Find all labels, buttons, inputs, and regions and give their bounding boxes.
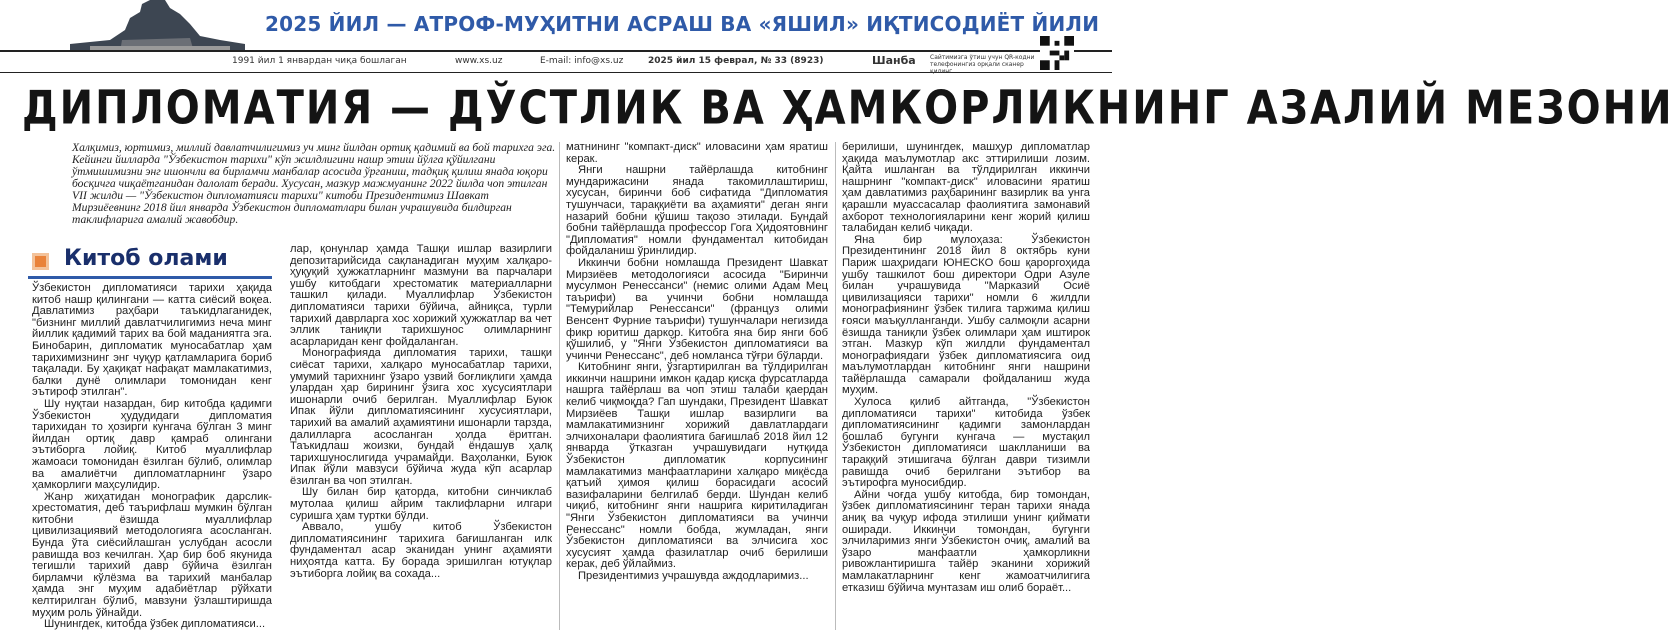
column-divider: [835, 142, 836, 630]
qr-note: Сайтимизга ўтиш учун QR-кодни телефонингиз орқали сканер қилинг: [930, 54, 1035, 75]
paragraph: Янги нашрни тайёрлашда китобнинг мундарижасини янада такомиллаштириш, хусусан, биринчи боб сифатида "Дипломатия тушунчаси, тараққиёти ва аҳамияти" деган янги назарий бобни қўшиш тақозо этилади. Бундай бобни тайёрлашда профессор Гога Ҳидоятовнинг "Дипломатия" номли фундаментал китобидан фойдаланиш ўринлидир.: [566, 164, 828, 258]
paragraph: матнининг "компакт-диск" иловасини ҳам яратиш керак.: [566, 141, 828, 165]
masthead: [0, 0, 1112, 50]
weekday: Шанба: [872, 54, 916, 67]
email-link[interactable]: E-mail: info@xs.uz: [540, 56, 624, 66]
paragraph: Китобнинг янги, ўзгартирилган ва тўлдирилган иккинчи нашрини имкон қадар қисқа фурсатларда нашрга тайёрлаш ва чоп этиш талаби қаердан келиб чиқмоқда? Гап шундаки, Президент Шавкат Мирзиёев Ташқи ишлар вазирлиги ва мамлакатимизнинг хорижий давлатлардаги элчихоналари фаолиятига бағишлаб 2018 йил 12 январда ўтказган учрашувидаги нутқида Ўзбекистон дипломатик корпусининг мамлакатимиз манфаатларини халқаро миқёсда қатъий ҳимоя қилиш борасидаги асосий вазифаларини белгилаб берди. Шундан келиб чиқиб, китобнинг янги нашрига киритиладиган "Янги Ўзбекистон дипломатияси ва учинчи Ренессанс" номли бобда, жумладан, янги Ўзбекистон дипломатияси ва элчисига хос хусусият ҳамда фазилатлар очиб берилиши керак, деб ўйлаймиз.: [566, 361, 828, 571]
article-column-1: [32, 283, 272, 630]
monument-statue-icon: [70, 0, 245, 52]
paragraph: Президентимиз учрашувда аждодларимиз...: [578, 569, 809, 582]
paragraph: Жанр жиҳатидан монографик дарслик-хрестоматия, деб таърифлаш мумкин бўлган китобни ёзишда муаллифлар цивилизациявий методологияга асосланган. Бунда ўта сиёсийлашган услубдан асосли равишда воз кечилган. Ҳар бир боб якунида тегишли тарихий давр бўйича ёзилган бирламчи кўлёзма ва тарихий манбалар ҳамда энг муҳим адабиётлар рўйхати келтирилган бўлиб, мавзуни ўзлаштиришда муҳим роль ўйнайди.: [32, 490, 272, 619]
info-bar: [0, 50, 1112, 73]
paragraph: Монографияда дипломатия тарихи, ташқи сиёсат тарихи, халқаро муносабатлар тарихи, умумий тарихнинг ўзаро узвий боғлиқлиги ҳамда улардан ҳар бирининг ўзига хос хусусиятлари ишонарли очиб берилган. Муаллифлар Буюк Ипак йўли дипломатиясининг хусусиятлари, тарихий ва амалий аҳамиятини ишонарли тарзда, далилларга асосланган ҳолда ёритган. Таъкидлаш жоизки, бундай ёндашув ҳалқ тарихшунослигида учрамайди. Ваҳоланки, Буюк Ипак йўли мавзуси бўйича жуда кўп асарлар ёзилган ва чоп этилган.: [290, 347, 552, 487]
section-heading: [28, 247, 272, 277]
paragraph: Хулоса қилиб айтганда, "Ўзбекистон дипломатияси тарихи" китобида ўзбек дипломатиясининг қадимги замонлардан бошлаб бугунги кунгача — мустақил Ўзбекистон дипломатияси шаклланиши ва тараққий этишигача бўлган даври тизимли равишда очиб берилгани эътибор ва эътирофга муносибдир.: [842, 396, 1090, 490]
paragraph: Аввало, ушбу китоб Ўзбекистон дипломатиясининг тарихига бағишланган илк фундаментал асар эканидан унинг аҳамияти ниҳоятда катта. Бу борада эришилган ютуқлар эътиборга лойиқ ва сохада...: [290, 521, 552, 580]
section-square-icon: [32, 253, 49, 270]
year-banner: 2025 ЙИЛ — АТРОФ-МУҲИТНИ АСРАШ ВА «ЯШИЛ» ИҚТИСОДИЁТ ЙИЛИ: [265, 12, 1100, 36]
column-divider: [559, 142, 560, 630]
issue-info: 2025 йил 15 феврал, № 33 (8923): [648, 56, 824, 66]
founded-note: 1991 йил 1 январдан чиқа бошлаган: [232, 56, 407, 66]
paragraph: Яна бир мулоҳаза: Ўзбекистон Президентининг 2018 йил 8 октябрь куни Париж шаҳридаги ЮНЕСКО бош қароргоҳида ушбу ташкилот бош директори Одри Азуле билан учрашувида "Марказий Осиё цивилизацияси тарихи" номли 6 жилдли монографиянинг ўзбек тилига таржима қилиш ғояси маъқулланганди. Ушбу салмоқли асарни ёзишда таниқли ўзбек олимлари ҳам иштирок этган. Мазкур кўп жилдли фундаментал монографиядаги ўзбек дипломатиясига оид маълумотлардан китобнинг янги нашрини тайёрлашда самарали фойдаланиш жуда муҳим.: [842, 233, 1090, 397]
article-column-2: [290, 244, 552, 630]
paragraph: Шунингдек, китобда ўзбек дипломатияси...: [44, 618, 266, 631]
article-column-3: [566, 142, 828, 630]
paragraph: берилиши, шунингдек, машҳур дипломатлар ҳақида маълумотлар акс эттирилиши лозим. Қайта ишланган ва тўлдирилган иккинчи нашрнинг "компакт-диск" иловасини яратиш ҳам давлатимиз раҳбарининг вазирлик ва унга қарашли муассасалар фаолиятига замонавий ахборот технологияларини кенг жорий қилиш талабидан келиб чиқади.: [842, 141, 1090, 235]
paragraph: Ўзбекистон дипломатияси тарихи ҳақида китоб нашр қилингани — катта сиёсий воқеа. Давлатимиз раҳбари таъкидлаганидек, "бизнинг миллий давлатчилигимиз неча минг йиллик қадимий тарих ва бой маданиятга эга. Бинобарин, дипломатик муносабатлар ҳам тарихимизнинг энг чуқур қатламларига бориб тақалади. Бу ҳақиқат нафақат мамлакатимиз, балки дунё олимлари томонидан кенг эътироф этилган".: [32, 282, 272, 399]
article-lead: Халқимиз, юртимиз, миллий давлатчилигимиз уч минг йилдан ортиқ қадимий ва бой тарихга эга. Кейинги йилларда "Ўзбекистон тарихи" кўп жилдлигини нашр этиш йўлга қўйилгани ўтмишимизни энг ишончли ва бирламчи манбалар асосида ўрганиш, тадқиқ қилиш янада юқори босқичга чиқаётганидан далолат беради. Хусусан, мазкур мажмуанинг 2022 йилда чоп этилган VII жилди — "Ўзбекистон дипломатияси тарихи" китоби Президентимиз Шавкат Мирзиёевнинг 2018 йил январда Ўзбекистон дипломатлари билан учрашувида билдирган таклифларига амалий жавобдир.: [72, 141, 556, 226]
paragraph: Шу нуқтаи назардан, бир китобда қадимги Ўзбекистон ҳудудидаги дипломатия тарихидан то ҳозирги кунгача бўлган 3 минг йилдан ортиқ давр қамраб олингани эътиборга лойиқ. Китоб муаллифлар жамоаси томонидан ёзилган бўлиб, олимлар ва амалиётчи дипломатларнинг ўзаро ҳамкорлиги маҳсулидир.: [32, 397, 272, 492]
section-rule: [28, 276, 272, 279]
paragraph: Иккинчи бобни номлашда Президент Шавкат Мирзиёев методологияси асосида "Биринчи мусулмон Ренессанси" (немис олими Адам Мец таърифи) ва учинчи бобни номлашда "Темурийлар Ренессанси" (француз олими Венсент Фурние таърифи) тушунчалари негизида фикр юритиш даркор. Китобга яна бир янги боб қўшилиб, у "Янги Ўзбекистон дипломатияси ва учинчи Ренессанс", деб номланса тўғри бўларди.: [566, 256, 828, 362]
website-link[interactable]: www.xs.uz: [455, 56, 503, 66]
section-title: Китоб олами: [64, 246, 228, 271]
qr-code-icon[interactable]: [1040, 36, 1074, 70]
article-headline: ДИПЛОМАТИЯ — ДЎСТЛИК ВА ҲАМКОРЛИКНИНГ АЗАЛИЙ МЕЗОНИ: [22, 82, 1674, 136]
article-column-4: [842, 142, 1090, 630]
paragraph: лар, қонунлар ҳамда Ташқи ишлар вазирлиги депозитарийсида сақланадиган муҳим халқаро-ҳуқуқий ҳужжатларнинг мазмуни ва парчалари ушбу китобдаги хрестоматик материалларни ташкил қилади. Муаллифлар Ўзбекистон дипломатияси тарихи бўйича, айниқса, турли тарихий даврларга хос хорижий ҳужжатлар ва чет эллик таниқли тарихшунос олимларнинг асарларидан кенг фойдаланган.: [290, 243, 552, 348]
paragraph: Шу билан бир қаторда, китобни синчиклаб мутолаа қилиш айрим таклифларни илгари суришга ҳам туртки бўлди.: [290, 486, 552, 522]
paragraph: Айни чоғда ушбу китобда, бир томондан, ўзбек дипломатиясининг теран тарихи янада аниқ ва чуқур ифода этилиши унинг қиймати оширади. Иккинчи томондан, бугунги элчиларимиз янги Ўзбекистон очиқ, амалий ва ўзаро манфаатли ҳамкорликни ривожлантиришга тайёр эканини хорижий мамлакатларнинг кенг жамоатчилигига етказиш бўйича мунтазам иш олиб бораёт...: [842, 488, 1090, 594]
